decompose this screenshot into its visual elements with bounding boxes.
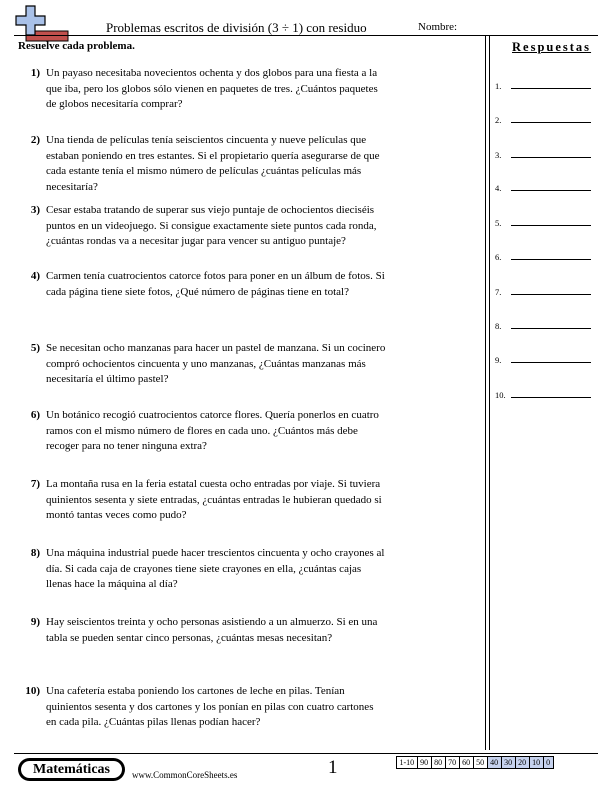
score-cell: 60 [459, 756, 474, 769]
answer-9[interactable] [495, 355, 595, 365]
answer-blank[interactable] [511, 225, 591, 226]
score-cell: 20 [515, 756, 530, 769]
answer-label: 8. [495, 321, 502, 331]
answer-2[interactable] [495, 115, 595, 125]
score-cell: 90 [417, 756, 432, 769]
problem-number: 4) [30, 270, 40, 282]
answer-label: 7. [495, 287, 502, 297]
answer-7[interactable] [495, 287, 595, 297]
score-cell: 80 [431, 756, 446, 769]
problem-number: 8) [30, 547, 40, 559]
answer-blank[interactable] [511, 190, 591, 191]
name-label: Nombre: [418, 21, 458, 33]
column-divider [485, 35, 490, 750]
problem-text: La montaña rusa en la feria estatal cuesta ocho entradas por viaje. Si tuviera quinientos sesenta y siete entradas, ¿cuántas entradas le hubieran quedado si montó tantas veces como pudo? [46, 478, 382, 521]
answer-label: 10. [495, 390, 506, 400]
instructions: Resuelve cada problema. [18, 40, 135, 52]
problem-number: 10) [25, 685, 40, 697]
answer-label: 2. [495, 115, 502, 125]
subject-badge-label: Matemáticas [20, 760, 123, 779]
answer-blank[interactable] [511, 294, 591, 295]
footer-divider [14, 753, 598, 754]
score-cell: 50 [473, 756, 488, 769]
answer-blank[interactable] [511, 397, 591, 398]
header-divider [14, 35, 598, 36]
problem-text: Una tienda de películas tenía seiscientos cincuenta y nueve películas que estaban poniendo en tres estantes. Si el propietario quería asegurarse de que cada estante tenía el mismo número de películas ¿cuántas películas más necesitaría? [46, 134, 380, 193]
score-cell: 0 [543, 756, 554, 769]
answer-label: 6. [495, 252, 502, 262]
answer-5[interactable] [495, 218, 595, 228]
answer-blank[interactable] [511, 362, 591, 363]
problem-number: 2) [30, 134, 40, 146]
site-url: www.CommonCoreSheets.es [132, 770, 238, 780]
answer-label: 4. [495, 183, 502, 193]
problem-text: Carmen tenía cuatrocientos catorce fotos para poner en un álbum de fotos. Si cada página tiene siete fotos, ¿Qué número de páginas tiene en total? [46, 270, 385, 298]
answer-8[interactable] [495, 321, 595, 331]
score-cell: 30 [501, 756, 516, 769]
answer-blank[interactable] [511, 259, 591, 260]
answer-blank[interactable] [511, 157, 591, 158]
answer-6[interactable] [495, 252, 595, 262]
worksheet-title: Problemas escritos de división (3 ÷ 1) con residuo [106, 20, 367, 35]
score-bar [397, 756, 554, 769]
answer-label: 5. [495, 218, 502, 228]
answer-label: 3. [495, 150, 502, 160]
score-cell: 40 [487, 756, 502, 769]
problem-number: 7) [30, 478, 40, 490]
problem-number: 6) [30, 409, 40, 421]
problem-number: 9) [30, 616, 40, 628]
problem-number: 1) [30, 67, 40, 79]
answer-blank[interactable] [511, 88, 591, 89]
subject-badge [18, 758, 125, 781]
score-cell: 70 [445, 756, 460, 769]
answer-10[interactable] [495, 390, 595, 400]
answer-4[interactable] [495, 183, 595, 193]
problem-text: Cesar estaba tratando de superar sus viejo puntaje de ochocientos dieciséis puntos en un videojuego. Si consigue exactamente siete puntos cada ronda, ¿cuántas rondas va a necesitar jugar para vencer su antiguo puntaje? [46, 204, 377, 247]
worksheet-logo [12, 5, 72, 43]
problem-text: Un botánico recogió cuatrocientos catorce flores. Quería ponerlos en cuatro ramos con el mismo número de flores en cada uno. ¿Cuántos más debe recoger para no tener ninguna extra? [46, 409, 379, 452]
problem-text: Una cafetería estaba poniendo los cartones de leche en pilas. Tenían quinientos sesenta y dos cartones y los ponían en pilas con cuatro cartones en cada pila. ¿Cuántas pilas llenas podían hacer? [46, 685, 374, 728]
answer-1[interactable] [495, 81, 595, 91]
page-number: 1 [328, 757, 338, 778]
answer-label: 1. [495, 81, 502, 91]
answers-title: Respuestas [512, 40, 592, 54]
problem-number: 3) [30, 204, 40, 216]
problem-number: 5) [30, 342, 40, 354]
score-cell: 1-10 [396, 756, 418, 769]
score-cell: 10 [529, 756, 544, 769]
answer-3[interactable] [495, 150, 595, 160]
problem-text: Se necesitan ocho manzanas para hacer un pastel de manzana. Si un cocinero compró ochocientos cincuenta y uno manzanas, ¿Cuántas manzanas más necesitaría el último pastel? [46, 342, 386, 385]
problem-text: Hay seiscientos treinta y ocho personas asistiendo a un almuerzo. Si en una tabla se pueden sentar cinco personas, ¿cuántas mesas necesitan? [46, 616, 378, 644]
problem-text: Una máquina industrial puede hacer trescientos cincuenta y ocho crayones al día. Si cada caja de crayones tiene siete crayones en ella, ¿cuántas cajas llenas hace la máquina al día? [46, 547, 385, 590]
answer-blank[interactable] [511, 122, 591, 123]
answer-label: 9. [495, 355, 502, 365]
problem-text: Un payaso necesitaba novecientos ochenta y dos globos para una fiesta a la que iba, pero los globos sólo vienen en paquetes de tres. ¿Cuántos paquetes de globos necesitaría comprar? [46, 67, 378, 110]
answer-blank[interactable] [511, 328, 591, 329]
